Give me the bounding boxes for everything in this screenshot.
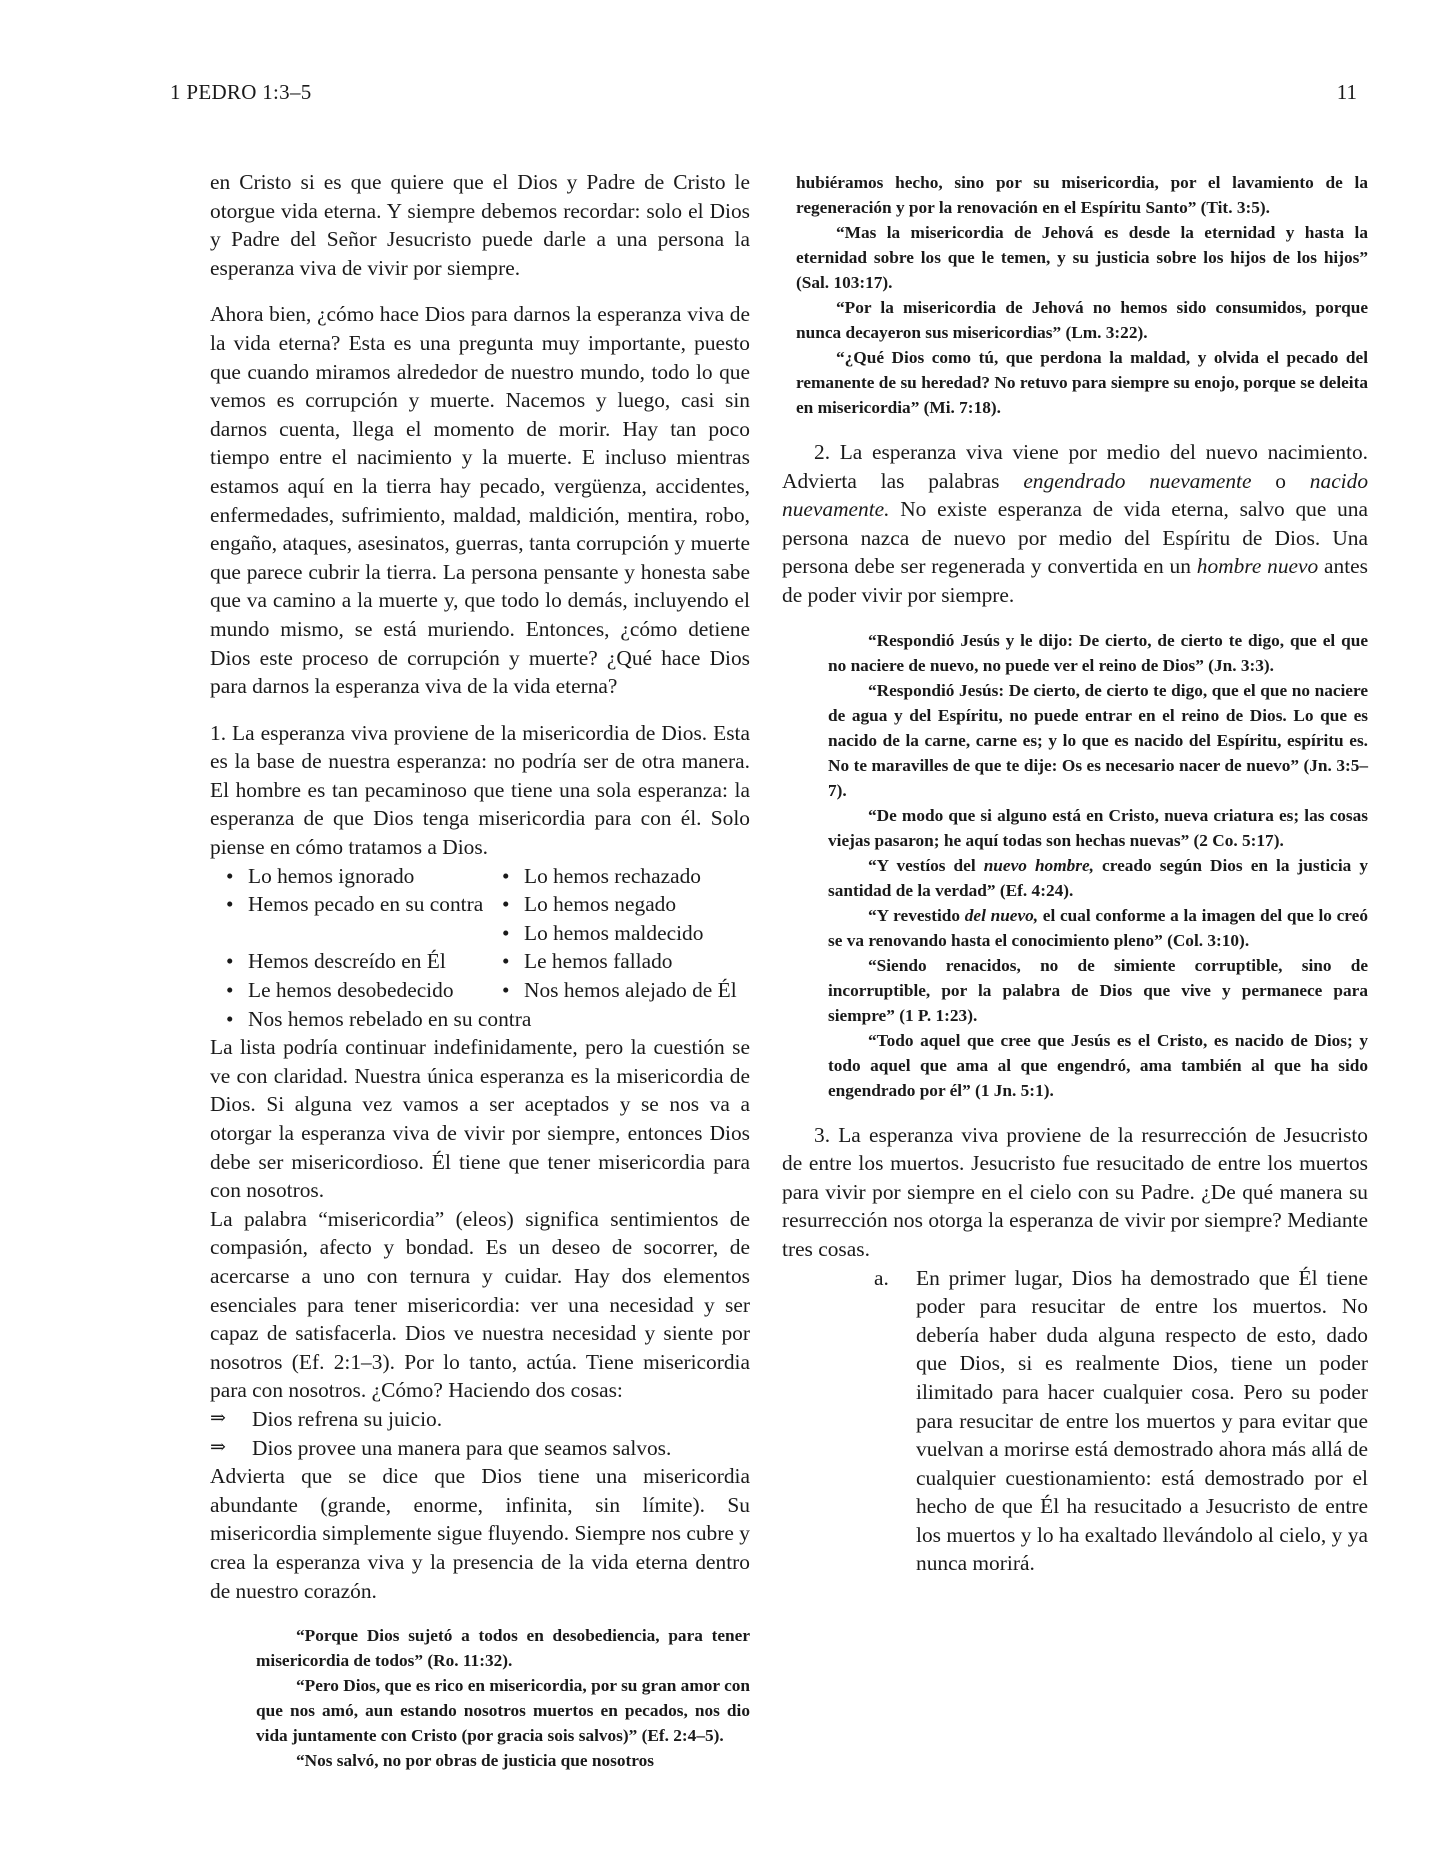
scripture-quotes-right-top xyxy=(796,170,1368,420)
arrow-item: ⇒ Dios provee una manera para que seamos salvos. xyxy=(210,1434,750,1463)
sub-point-label: a. xyxy=(874,1265,889,1290)
paragraph-list-conclusion: La lista podría continuar indefinidamente, pero la cuestión se ve con claridad. Nuestra única esperanza es la misericordia de Dios. Si alguna vez vamos a ser aceptados y se nos va a otorgar la esperanza viva de vivir por siempre, entonces Dios debe ser misericordioso. Él tiene que tener misericordia para con nosotros. xyxy=(210,1035,750,1203)
bullet-item: • Lo hemos negado xyxy=(498,890,768,919)
bullet-item: • Le hemos fallado xyxy=(498,947,768,976)
running-title: 1 PEDRO 1:3–5 xyxy=(170,80,312,104)
bullet-list xyxy=(222,862,750,1034)
scripture-quote: “Respondió Jesús: De cierto, de cierto te digo, que el que no naciere de agua y del Espíritu, no puede entrar en el reino de Dios. Lo que es nacido de la carne, carne es; y lo que es nacido del Espíritu, espíritu es. No te maravilles de que te dije: Os es necesario nacer de nuevo” (Jn. 3:5–7). xyxy=(828,680,1368,800)
arrow-icon: ⇒ xyxy=(210,1407,226,1429)
scripture-quote: “Mas la misericordia de Jehová es desde la eternidad y hasta la eternidad sobre los que le temen, y su justicia sobre los hijos de los hijos” (Sal. 103:17). xyxy=(796,223,1368,292)
arrow-icon: ⇒ xyxy=(210,1436,226,1458)
scripture-quote: “Y vestíos del nuevo hombre, creado según Dios en la justicia y santidad de la verdad” (Ef. 4:24). xyxy=(828,855,1368,900)
bullet-item: • Lo hemos ignorado xyxy=(222,862,498,891)
left-column xyxy=(210,168,750,1773)
paragraph-continuation: en Cristo si es que quiere que el Dios y Padre de Cristo le otorgue vida eterna. Y siempre debemos recordar: solo el Dios y Padre del Señor Jesucristo puede darle a una persona la esperanza viva de vivir por siempre. xyxy=(210,170,750,280)
bullet-item: • Le hemos desobedecido xyxy=(222,976,498,1005)
point-1-mercy: 1. La esperanza viva proviene de la misericordia de Dios. Esta es la base de nuestra esperanza: no podría ser de otra manera. El hombre es tan pecaminoso que tiene una sola esperanza: la esperanza de que Dios tenga misericordia para con él. Solo piense en cómo tratamos a Dios. xyxy=(210,720,750,860)
point-2-new-birth: 2. La esperanza viva viene por medio del nuevo nacimiento. Advierta las palabras engendrado nuevamente o nacido nuevamente. No existe esperanza de vida eterna, salvo que una persona nazca de nuevo por medio del Espíritu de Dios. Una persona debe ser regenerada y convertida en un hombre nuevo antes de poder vivir por siempre. xyxy=(782,440,1369,607)
scripture-quote: “Porque Dios sujetó a todos en desobediencia, para tener misericordia de todos” (Ro. 11:32). xyxy=(256,1626,750,1671)
scripture-quote: “Siendo renacidos, no de simiente corruptible, sino de incorruptible, por la palabra de Dios que vive y permanece para siempre” (1 P. 1:23). xyxy=(828,955,1368,1025)
arrow-item: ⇒ Dios refrena su juicio. xyxy=(210,1405,750,1434)
bullet-item: • Hemos descreído en Él xyxy=(222,947,498,976)
bullet-item: • Nos hemos rebelado en su contra xyxy=(222,1005,768,1034)
scripture-quote: “Nos salvó, no por obras de justicia que nosotros xyxy=(296,1751,654,1771)
scripture-quotes-left xyxy=(256,1623,750,1773)
scripture-quote: “Pero Dios, que es rico en misericordia, por su gran amor con que nos amó, aun estando nosotros muertos en pecados, nos dio vida juntamente con Cristo (por gracia sois salvos)” (Ef. 2:4–5). xyxy=(256,1676,750,1746)
paragraph-question: Ahora bien, ¿cómo hace Dios para darnos la esperanza viva de la vida eterna? Esta es una pregunta muy importante, puesto que cuando miramos alrededor de nuestro mundo, todo lo que vemos es corrupción y muerte. Nacemos y luego, casi sin darnos cuenta, llega el momento de morir. Hay tan poco tiempo entre el nacimiento y la muerte. E incluso mientras estamos aquí en la tierra hay pecado, vergüenza, accidentes, enfermedades, sufrimiento, maldad, maldición, mentira, robo, engaño, ataques, asesinatos, guerras, tanta corrupción y muerte que parece cubrir la tierra. La persona pensante y honesta sabe que va camino a la muerte y, que todo lo demás, incluyendo el mundo mismo, se está muriendo. Entonces, ¿cómo detiene Dios este proceso de corrupción y muerte? ¿Qué hace Dios para darnos la esperanza viva de la vida eterna? xyxy=(210,302,750,699)
paragraph-abundant-mercy: Advierta que se dice que Dios tiene una misericordia abundante (grande, enorme, infinita, sin límite). Su misericordia simplemente sigue fluyendo. Siempre nos cubre y crea la esperanza viva y la presencia de la vida eterna dentro de nuestro corazón. xyxy=(210,1464,750,1603)
bullet-item: • Nos hemos alejado de Él xyxy=(498,976,768,1005)
scripture-quote: “Y revestido del nuevo, el cual conforme a la imagen del que lo creó se va renovando hasta el conocimiento pleno” (Col. 3:10). xyxy=(828,905,1368,950)
right-column xyxy=(782,170,1368,1578)
paragraph-mercy-definition: La palabra “misericordia” (eleos) significa sentimientos de compasión, afecto y bondad. Es un deseo de socorrer, de acercarse a uno con ternura y cuidar. Hay dos elementos esenciales para tener misericordia: ver una necesidad y ser capaz de satisfacerla. Dios ve nuestra necesidad y siente por nosotros (Ef. 2:1–3). Por lo tanto, actúa. Tiene misericordia para con nosotros. ¿Cómo? Haciendo dos cosas: xyxy=(210,1206,750,1403)
bullet-item: • Hemos pecado en su contra xyxy=(222,890,498,919)
scripture-quote: “Por la misericordia de Jehová no hemos sido consumidos, porque nunca decayeron sus misericordias” (Lm. 3:22). xyxy=(796,298,1368,342)
scripture-quote: “Todo aquel que cree que Jesús es el Cristo, es nacido de Dios; y todo aquel que ama al que engendró, ama también al que ha sido engendrado por él” (1 Jn. 5:1). xyxy=(828,1030,1368,1100)
scripture-quote: “Respondió Jesús y le dijo: De cierto, de cierto te digo, que el que no naciere de nuevo, no puede ver el reino de Dios” (Jn. 3:3). xyxy=(828,630,1368,675)
bullet-item: • Lo hemos rechazado xyxy=(498,862,768,891)
scripture-quote: “¿Qué Dios como tú, que perdona la maldad, y olvida el pecado del remanente de su heredad? No retuvo para siempre su enojo, porque se deleita en misericordia” (Mi. 7:18). xyxy=(796,348,1368,417)
scripture-quotes-right-mid xyxy=(828,628,1368,1103)
page-number: 11 xyxy=(1336,80,1357,104)
scripture-quote: “De modo que si alguno está en Cristo, nueva criatura es; las cosas viejas pasaron; he aquí todas son hechas nuevas” (2 Co. 5:17). xyxy=(828,805,1368,850)
sub-point-a xyxy=(782,1264,1368,1579)
sub-point-text: En primer lugar, Dios ha demostrado que Él tiene poder para resucitar de entre los muertos. No debería haber duda alguna respecto de esto, dado que Dios, si es realmente Dios, tiene un poder ilimitado para hacer cualquier cosa. Pero su poder para resucitar de entre los muertos y para evitar que vuelvan a morirse está demostrado ahora más allá de cualquier cuestionamiento: está demostrado por el hecho de que Él ha resucitado a Jesucristo de entre los muertos y lo ha exaltado llevándolo al cielo, y ya nunca morirá. xyxy=(916,1265,1368,1576)
bullet-item: • Lo hemos maldecido xyxy=(498,919,768,948)
point-3-resurrection: 3. La esperanza viva proviene de la resurrección de Jesucristo de entre los muertos. Jesucristo fue resucitado de entre los muertos para vivir por siempre en el cielo con su Padre. ¿De qué manera su resurrección nos otorga la esperanza de vivir por siempre? Mediante tres cosas. xyxy=(782,1122,1368,1261)
scripture-quote: hubiéramos hecho, sino por su misericordia, por el lavamiento de la regeneración y por la renovación en el Espíritu Santo” (Tit. 3:5). xyxy=(796,173,1368,217)
